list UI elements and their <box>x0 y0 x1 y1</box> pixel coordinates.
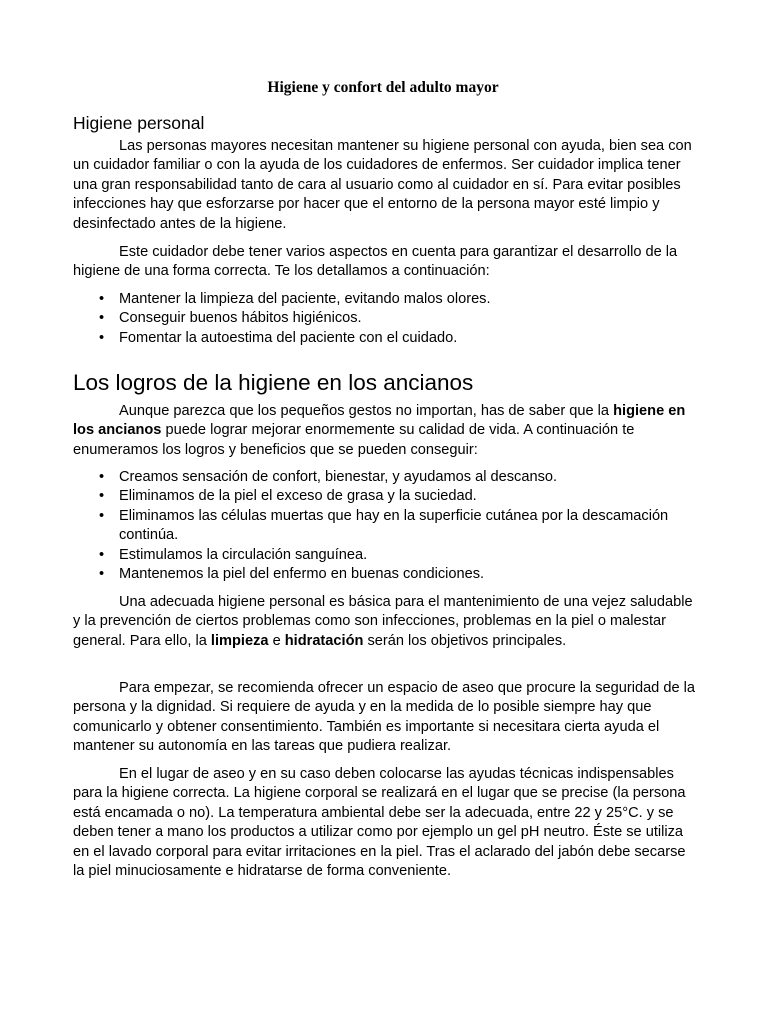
bold-text: hidratación <box>284 632 364 649</box>
paragraph-text: Aunque parezca que los pequeños gestos no importan, has de saber que la <box>119 403 614 419</box>
document-title: Higiene y confort del adulto mayor <box>267 79 499 96</box>
paragraph <box>73 593 698 651</box>
bullet-icon: • <box>99 546 105 563</box>
bullet-list-section2 <box>73 468 698 584</box>
list-item <box>73 309 698 328</box>
bullet-icon: • <box>99 469 105 485</box>
list-item <box>73 565 698 584</box>
bold-text: higiene en los ancianos <box>73 403 686 439</box>
paragraph-text: Una adecuada higiene personal es básica para el mantenimiento de una vejez saludable y la prevención de ciertos problemas como son infecciones, problemas en la piel o malestar general. Para ello, la <box>73 594 693 649</box>
list-item <box>73 546 698 565</box>
list-item-text: Conseguir buenos hábitos higiénicos. <box>119 310 362 327</box>
paragraph: Las personas mayores necesitan mantener su higiene personal con ayuda, bien sea con un cuidador familiar o con la ayuda de los cuidadores de enfermos. Ser cuidador implica tener una gran responsabilidad tanto de cara al usuario como al cuidador en sí. Para evitar posibles infecciones hay que esforzarse por hacer que el entorno de la persona mayor esté limpio y desinfectado antes de la higiene. <box>73 138 692 232</box>
list-item <box>73 487 698 506</box>
section-heading-higiene-personal: Higiene personal <box>73 113 205 133</box>
bullet-icon: • <box>99 291 105 307</box>
bullet-icon: • <box>99 507 105 524</box>
list-item <box>73 329 698 348</box>
paragraph: En el lugar de aseo y en su caso deben colocarse las ayudas técnicas indispensables para la higiene correcta. La higiene corporal se realizará en el lugar que se precise (la persona está encamada o no). La temperatura ambiental debe ser la adecuada, entre 22 y 25°C. y se deben tener a mano los productos a utilizar como por ejemplo un gel pH neutro. Éste se utiliza en el lavado corporal para evitar irritaciones en la piel. Tras el aclarado del jabón debe secarse la piel minuciosamente e hidratarse de forma conveniente. <box>73 766 686 880</box>
list-item-text: Fomentar la autoestima del paciente con el cuidado. <box>119 329 458 346</box>
list-item-text: Mantenemos la piel del enfermo en buenas condiciones. <box>119 566 485 583</box>
bullet-icon: • <box>99 488 105 505</box>
bullet-list-section1 <box>73 290 698 348</box>
list-item <box>73 468 698 487</box>
paragraph-text: puede lograr mejorar enormemente su calidad de vida. A continuación te enumeramos los logros y beneficios que se pueden conseguir: <box>73 422 635 458</box>
bullet-icon: • <box>99 566 105 583</box>
list-item-text: Estimulamos la circulación sanguínea. <box>119 546 368 563</box>
bullet-icon: • <box>99 310 105 327</box>
list-item-text: Eliminamos las células muertas que hay en la superficie cutánea por la descamación continúa. <box>119 507 669 544</box>
bullet-icon: • <box>99 329 105 346</box>
paragraph: Para empezar, se recomienda ofrecer un espacio de aseo que procure la seguridad de la persona y la dignidad. Si requiere de ayuda y en la medida de lo posible siempre hay que comunicarlo y obtener consentimiento. También es importante si necesitara cierta ayuda el mantener su autonomía en las tareas que pudiera realizar. <box>73 680 695 755</box>
list-item-text: Eliminamos de la piel el exceso de grasa y la suciedad. <box>119 488 477 505</box>
section-heading-logros: Los logros de la higiene en los ancianos <box>73 370 474 395</box>
list-item <box>73 290 698 309</box>
list-item-text: Mantener la limpieza del paciente, evitando malos olores. <box>119 291 491 307</box>
list-item <box>73 507 698 546</box>
paragraph-text: serán los objetivos principales. <box>363 632 567 649</box>
paragraph: Este cuidador debe tener varios aspectos en cuenta para garantizar el desarrollo de la higiene de una forma correcta. Te los detallamos a continuación: <box>73 244 678 280</box>
bold-text: limpieza <box>210 632 269 649</box>
paragraph-text: e <box>268 632 285 649</box>
list-item-text: Creamos sensación de confort, bienestar, y ayudamos al descanso. <box>119 469 558 485</box>
paragraph <box>73 402 698 460</box>
